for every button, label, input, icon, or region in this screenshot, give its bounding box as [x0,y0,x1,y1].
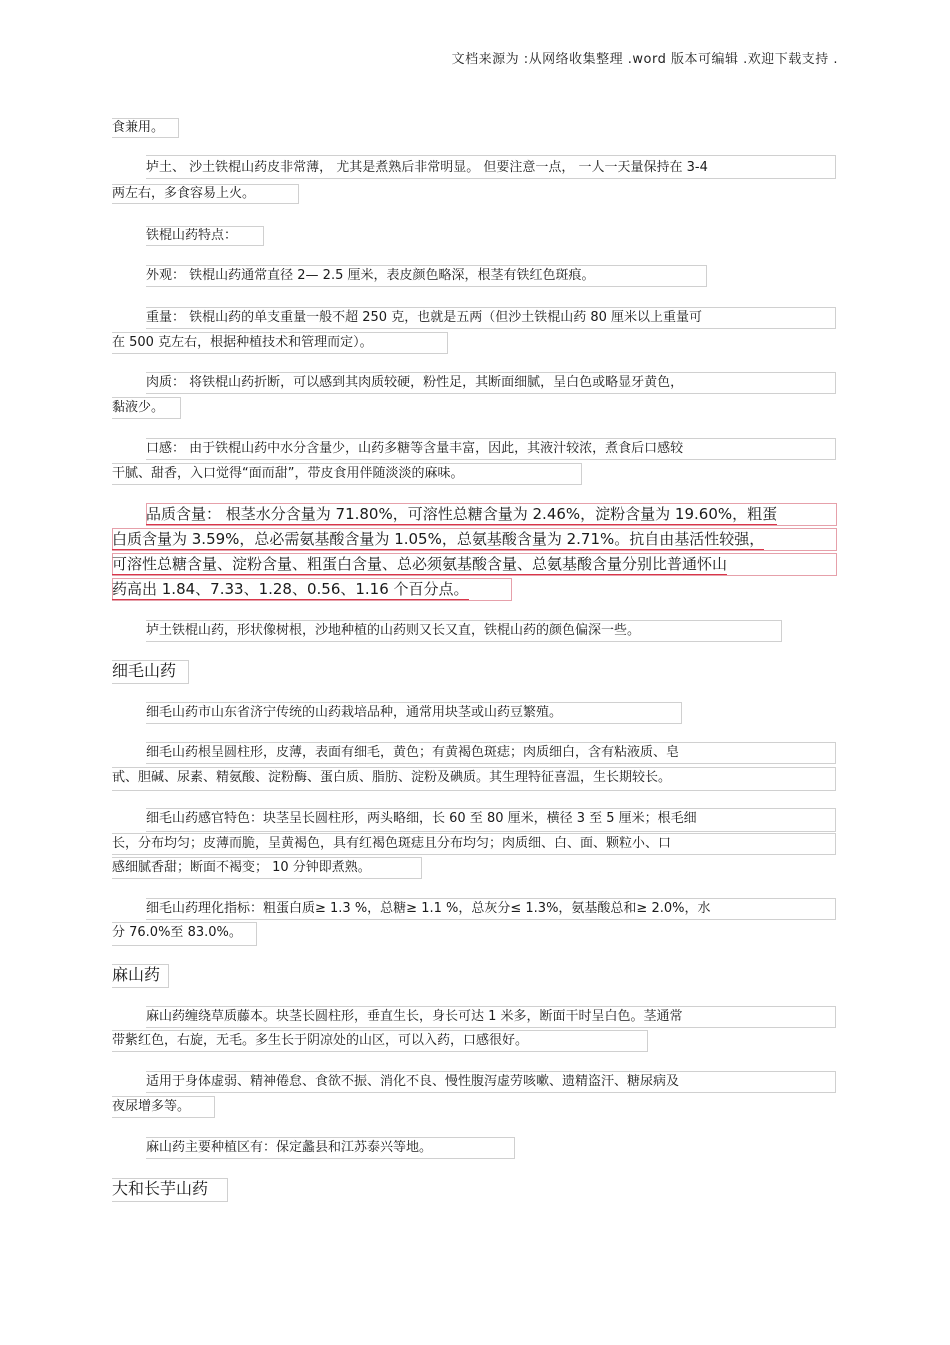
section-heading: 细毛山药 [112,661,177,680]
highlighted-text-line: 品质含量： 根茎水分含量为 71.80%，可溶性总糖含量为 2.46%，淀粉含量为 19.60%，粗蛋 [146,505,778,523]
body-text-line: 长，分布均匀；皮薄而脆，呈黄褐色，具有红褐色斑痣且分布均匀；肉质细、白、面、颗粒小、口 [112,836,672,851]
page-header: 文档来源为 :从网络收集整理 .word 版本可编辑 .欢迎下载支持 . [451,52,838,67]
body-text-line: 两左右，多食容易上火。 [112,186,256,201]
body-text-line: 铁棍山药特点： [146,228,238,243]
body-text-line: 细毛山药理化指标：粗蛋白质≥ 1.3 %，总糖≥ 1.1 %，总灰分≤ 1.3%，氨基酸总和≥ 2.0%，水 [146,901,711,916]
body-text-line: 麻山药主要种植区有：保定蠡县和江苏泰兴等地。 [146,1140,433,1155]
highlighted-text-line: 药高出 1.84、7.33、1.28、0.56、1.16 个百分点。 [112,580,469,598]
body-text-line: 外观： 铁棍山药通常直径 2— 2.5 厘米，表皮颜色略深，根茎有铁红色斑痕。 [146,268,595,283]
body-text-line: 感细腻香甜；断面不褐变； 10 分钟即煮熟。 [112,860,371,875]
body-text-line: 夜尿增多等。 [112,1099,191,1114]
highlighted-text-line: 白质含量为 3.59%，总必需氨基酸含量为 1.05%，总氨基酸含量为 2.71%。抗自由基活性较强， [112,530,765,548]
body-text-line: 肉质： 将铁棍山药折断，可以感到其肉质较硬，粉性足，其断面细腻，呈白色或略显牙黄色， [146,375,684,390]
body-text-line: 麻山药缠绕草质藤本。块茎长圆柱形，垂直生长，身长可达 1 米多，断面干时呈白色。茎通常 [146,1009,683,1024]
body-text-line: 分 76.0%至 83.0%。 [112,925,242,940]
body-text-line: 黏液少。 [112,400,165,415]
body-text-line: 适用于身体虚弱、精神倦怠、食欲不振、消化不良、慢性腹泻虚劳咳嗽、遗精盗汗、糖尿病及 [146,1074,680,1089]
body-text-line: 垆土铁棍山药，形状像树根，沙地种植的山药则又长又直，铁棍山药的颜色偏深一些。 [146,623,641,638]
body-text-line: 在 500 克左右，根据种植技术和管理而定）。 [112,335,373,350]
body-text-line: 重量： 铁棍山药的单支重量一般不超 250 克，也就是五两（但沙土铁棍山药 80 厘米以上重量可 [146,310,703,325]
body-text-line: 细毛山药感官特色：块茎呈长圆柱形，两头略细，长 60 至 80 厘米，横径 3 至 5 厘米；根毛细 [146,811,697,826]
body-text-line: 细毛山药根呈圆柱形，皮薄，表面有细毛，黄色；有黄褐色斑痣；肉质细白，含有粘液质、皂 [146,745,680,760]
section-heading: 麻山药 [112,965,161,984]
section-heading: 大和长芋山药 [112,1179,209,1198]
body-text-line: 食兼用。 [112,120,165,135]
highlighted-text-line: 可溶性总糖含量、淀粉含量、粗蛋白含量、总必须氨基酸含量、总氨基酸含量分别比普通怀山 [112,555,728,573]
body-text-line: 带紫红色，右旋，无毛。多生长于阴凉处的山区，可以入药，口感很好。 [112,1033,529,1048]
body-text-line: 干腻、甜香，入口觉得“面而甜”，带皮食用伴随淡淡的麻味。 [112,466,464,481]
body-text-line: 甙、胆碱、尿素、精氨酸、淀粉酶、蛋白质、脂肪、淀粉及碘质。其生理特征喜温，生长期较长。 [112,770,672,785]
body-text-line: 细毛山药市山东省济宁传统的山药栽培品种，通常用块茎或山药豆繁殖。 [146,705,563,720]
body-text-line: 垆土、 沙土铁棍山药皮非常薄， 尤其是煮熟后非常明显。 但要注意一点， 一人一天量保持在 3-4 [146,160,708,175]
body-text-line: 口感： 由于铁棍山药中水分含量少，山药多糖等含量丰富，因此，其液汁较浓，煮食后口感较 [146,441,684,456]
